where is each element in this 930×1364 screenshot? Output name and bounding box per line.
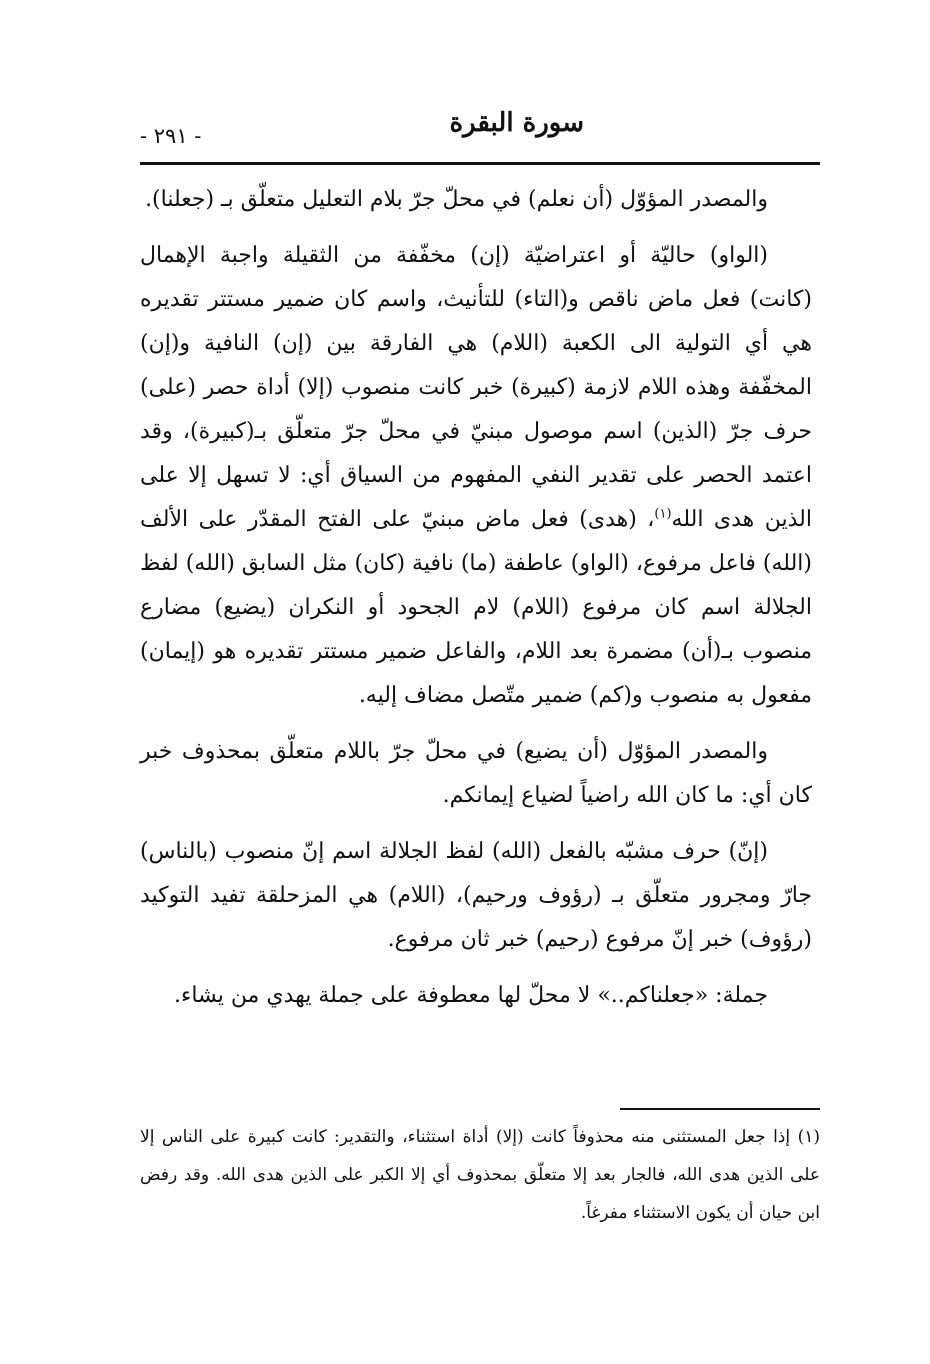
paragraph-1: والمصدر المؤوّل (أن نعلم) في محلّ جرّ بلام التعليل متعلّق بـ (جعلنا). [145,187,768,212]
paragraph-5: جملة: «جعلناكم..» لا محلّ لها معطوفة على جملة يهدي من يشاء. [174,983,768,1008]
paragraph-2 [140,234,812,718]
paragraph-4: (إنّ) حرف مشبّه بالفعل (الله) لفظ الجلالة اسم إنّ منصوب (بالناس) جارّ ومجرور متعلّق بـ (رؤوف ورحيم)، (اللام) هي المزحلقة تفيد التوكيد (رؤوف) خبر إنّ مرفوع (رحيم) خبر ثان مرفوع. [140,839,812,952]
paragraph-2-part-a: (الواو) حاليّة أو اعتراضيّة (إن) مخفّفة من الثقيلة واجبة الإهمال (كانت) فعل ماض ناقص و(التاء) للتأنيث، واسم كان ضمير مستتر تقديره هي أي التولية الى الكعبة (اللام) هي الفارقة بين (إن) النافية و(إن) المخفّفة وهذه اللام لازمة (كبيرة) خبر كانت منصوب (إلا) أداة حصر (على) حرف جرّ (الذين) اسم موصول مبنيّ في محلّ جرّ متعلّق بـ(كبيرة)، وقد اعتمد الحصر على تقدير النفي المفهوم من السياق أي: لا تسهل إلا على الذين هدى الله [140,243,812,532]
footnote-divider [620,1108,820,1110]
page-header [140,108,820,158]
paragraph-2-part-b: ، (هدى) فعل ماض مبنيّ على الفتح المقدّر على الألف (الله) فاعل مرفوع، (الواو) عاطفة (ما) نافية (كان) مثل السابق (الله) لفظ الجلالة اسم كان مرفوع (اللام) لام الجحود أو النكران (يضيع) مضارع منصوب بـ(أن) مضمرة بعد اللام، والفاعل ضمير مستتر تقديره هو (إيمان) مفعول به منصوب و(كم) ضمير متّصل مضاف إليه. [140,507,812,708]
paragraph-3: والمصدر المؤوّل (أن يضيع) في محلّ جرّ باللام متعلّق بمحذوف خبر كان أي: ما كان الله راضياً لضياع إيمانكم. [140,739,812,808]
footnote-marker: (١) [797,1127,821,1147]
footnote-reference: (١) [654,506,672,522]
header-divider [140,162,820,165]
footnote [140,1118,820,1232]
main-text [140,178,812,1030]
footnote-text: إذا جعل المستثنى منه محذوفاً كانت (إلا) أداة استثناء، والتقدير: كانت كبيرة على الناس إلا على الذين هدى الله، فالجار بعد إلا متعلّق بمحذوف أي إلا الكبر على الذين هدى الله. وقد رفض ابن حيان أن يكون الاستثناء مفرغاً. [140,1127,820,1223]
surah-title: سورة البقرة [449,108,584,138]
page-number: - ٢٩١ - [140,124,202,148]
